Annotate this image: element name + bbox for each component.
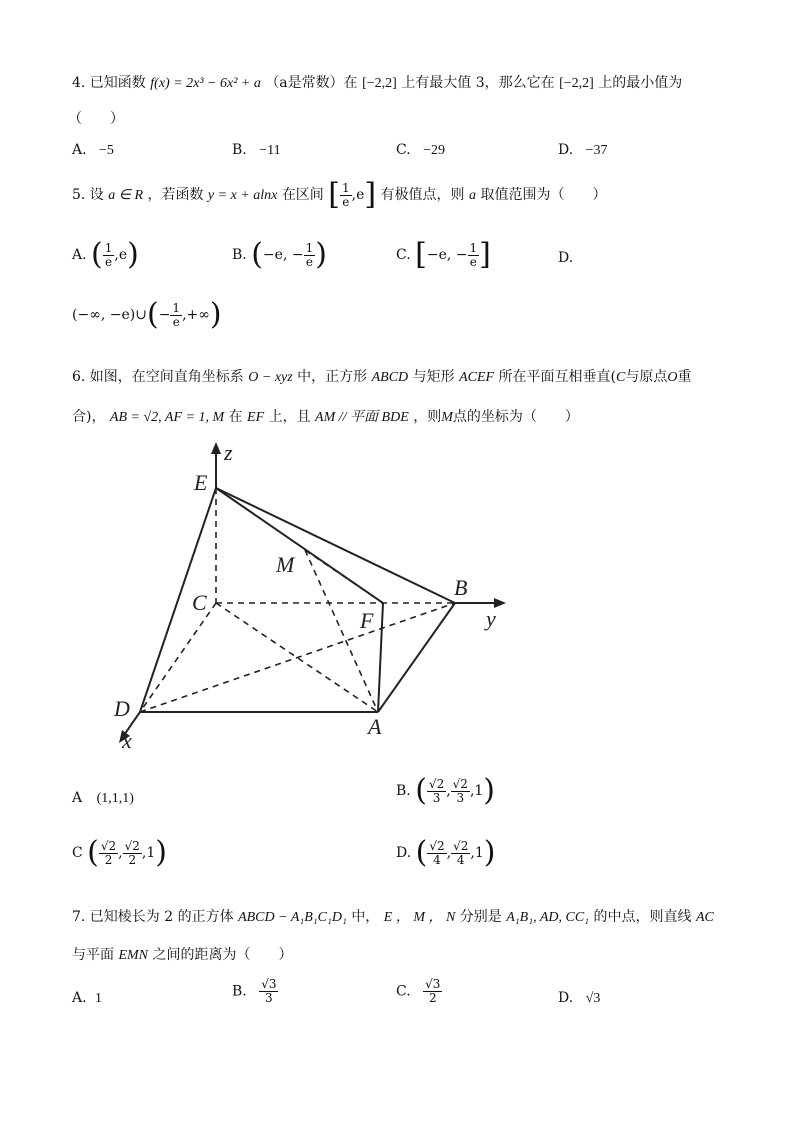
label-E: E — [194, 470, 208, 495]
q5-option-b[interactable]: B. (−e, − $\frac{1}{e}$ ) — [232, 237, 327, 272]
label-C: C — [192, 590, 207, 615]
q5-bracket-open: [ — [328, 177, 340, 212]
q4-option-d-label: D. — [558, 142, 574, 158]
q4-stem-c: 上有最大值 3，那么它在 — [401, 75, 555, 91]
q4-stem — [72, 72, 682, 92]
q4-interval: [−2,2] — [362, 76, 397, 91]
q4-stem-d: 上的最小值为 — [598, 75, 683, 91]
q4-stem-b: （a是常数）在 — [265, 75, 358, 91]
q6-stem-line2: 合)， AB = √2, AF = 1, M 在 EF 上，且 AM // 平面 BDE ，则M点的坐标为（ ） — [72, 409, 579, 425]
q7-option-d[interactable]: D. √3 — [558, 990, 601, 1006]
q5-a-in-r: a ∈ R — [108, 188, 144, 203]
q5-interval-frac: $\frac{1}{e}$ — [341, 180, 350, 209]
q6-option-c[interactable]: C ( $\frac{√2}{2}$ , $\frac{√2}{2}$ ,1) — [72, 835, 167, 870]
q7-option-a[interactable]: A. 1 — [72, 990, 103, 1006]
q5-stem-d: 有极值点，则 — [380, 187, 465, 203]
q7-option-c[interactable]: C. $\frac{√3}{2}$ — [396, 977, 441, 1005]
q4-interval-2: [−2,2] — [559, 76, 594, 91]
label-x: x — [122, 728, 132, 753]
q5-option-c[interactable]: C. [−e, − $\frac{1}{e}$ ] — [396, 237, 491, 272]
label-D: D — [114, 696, 130, 721]
q6-figure — [100, 440, 520, 760]
q4-option-b[interactable] — [232, 142, 281, 159]
label-F: F — [360, 608, 374, 633]
q4-option-c[interactable] — [396, 142, 445, 159]
q4-option-b-value: −11 — [259, 143, 281, 158]
q7-option-b[interactable]: B. $\frac{√3}{3}$ — [232, 977, 277, 1005]
q5-interval-e: ,e — [351, 187, 365, 203]
q7-stem-line2: 与平面 EMN 之间的距离为（ ） — [72, 947, 293, 963]
q5-option-a[interactable]: A. ( $\frac{1}{e}$ ,e) — [72, 237, 139, 272]
q5-stem — [72, 177, 607, 212]
q5-stem-e: 取值范围为（ ） — [480, 187, 607, 203]
q5-stem-b: ，若函数 — [147, 187, 204, 203]
q6-stem-line1: 6. 如图，在空间直角坐标系 O − xyz 中，正方形 ABCD 与矩形 ACEF 所在平面互相垂直(C与原点O重 — [72, 369, 692, 385]
label-M: M — [276, 552, 295, 577]
label-z: z — [224, 440, 233, 465]
label-A: A — [368, 714, 382, 739]
q5-function: y = x + alnx — [207, 188, 278, 203]
q5-stem-a: 5. 设 — [72, 187, 104, 203]
q6-option-b[interactable]: B. ( $\frac{√2}{3}$ , $\frac{√2}{3}$ ,1) — [396, 773, 496, 808]
q5-stem-c: 在区间 — [281, 187, 324, 203]
q5-option-d[interactable]: (−∞, −e)∪(− $\frac{1}{e}$ ,+∞) — [72, 297, 222, 332]
q7-stem-line1: 7. 已知棱长为 2 的正方体 ABCD − A₁B₁C₁D₁ 中， E ， M ， N 分别是 A₁B₁, AD, CC₁ 的中点，则直线 AC — [72, 909, 714, 925]
q4-answer-paren: （ ） — [68, 111, 124, 127]
q5-option-d-label[interactable]: D. — [558, 250, 574, 266]
label-B: B — [454, 575, 468, 600]
label-y: y — [486, 606, 496, 631]
q4-option-b-label: B. — [232, 142, 247, 158]
q5-bracket-close: ] — [364, 177, 377, 212]
q4-option-a-label: A. — [72, 142, 87, 158]
q4-option-c-label: C. — [396, 142, 411, 158]
q4-stem-a: 4. 已知函数 — [72, 75, 146, 91]
q4-option-d-value: −37 — [585, 143, 608, 158]
q6-option-a[interactable]: A (1,1,1) — [72, 790, 134, 806]
q4-option-d[interactable] — [558, 142, 608, 159]
q5-var-a: a — [469, 188, 476, 203]
q4-option-a[interactable] — [72, 142, 114, 159]
q4-option-a-value: −5 — [99, 143, 114, 158]
q6-option-d[interactable]: D. ( $\frac{√2}{4}$ , $\frac{√2}{4}$ ,1) — [396, 835, 496, 870]
q4-function: f(x) = 2x³ − 6x² + a — [150, 76, 261, 91]
q4-option-c-value: −29 — [423, 143, 446, 158]
